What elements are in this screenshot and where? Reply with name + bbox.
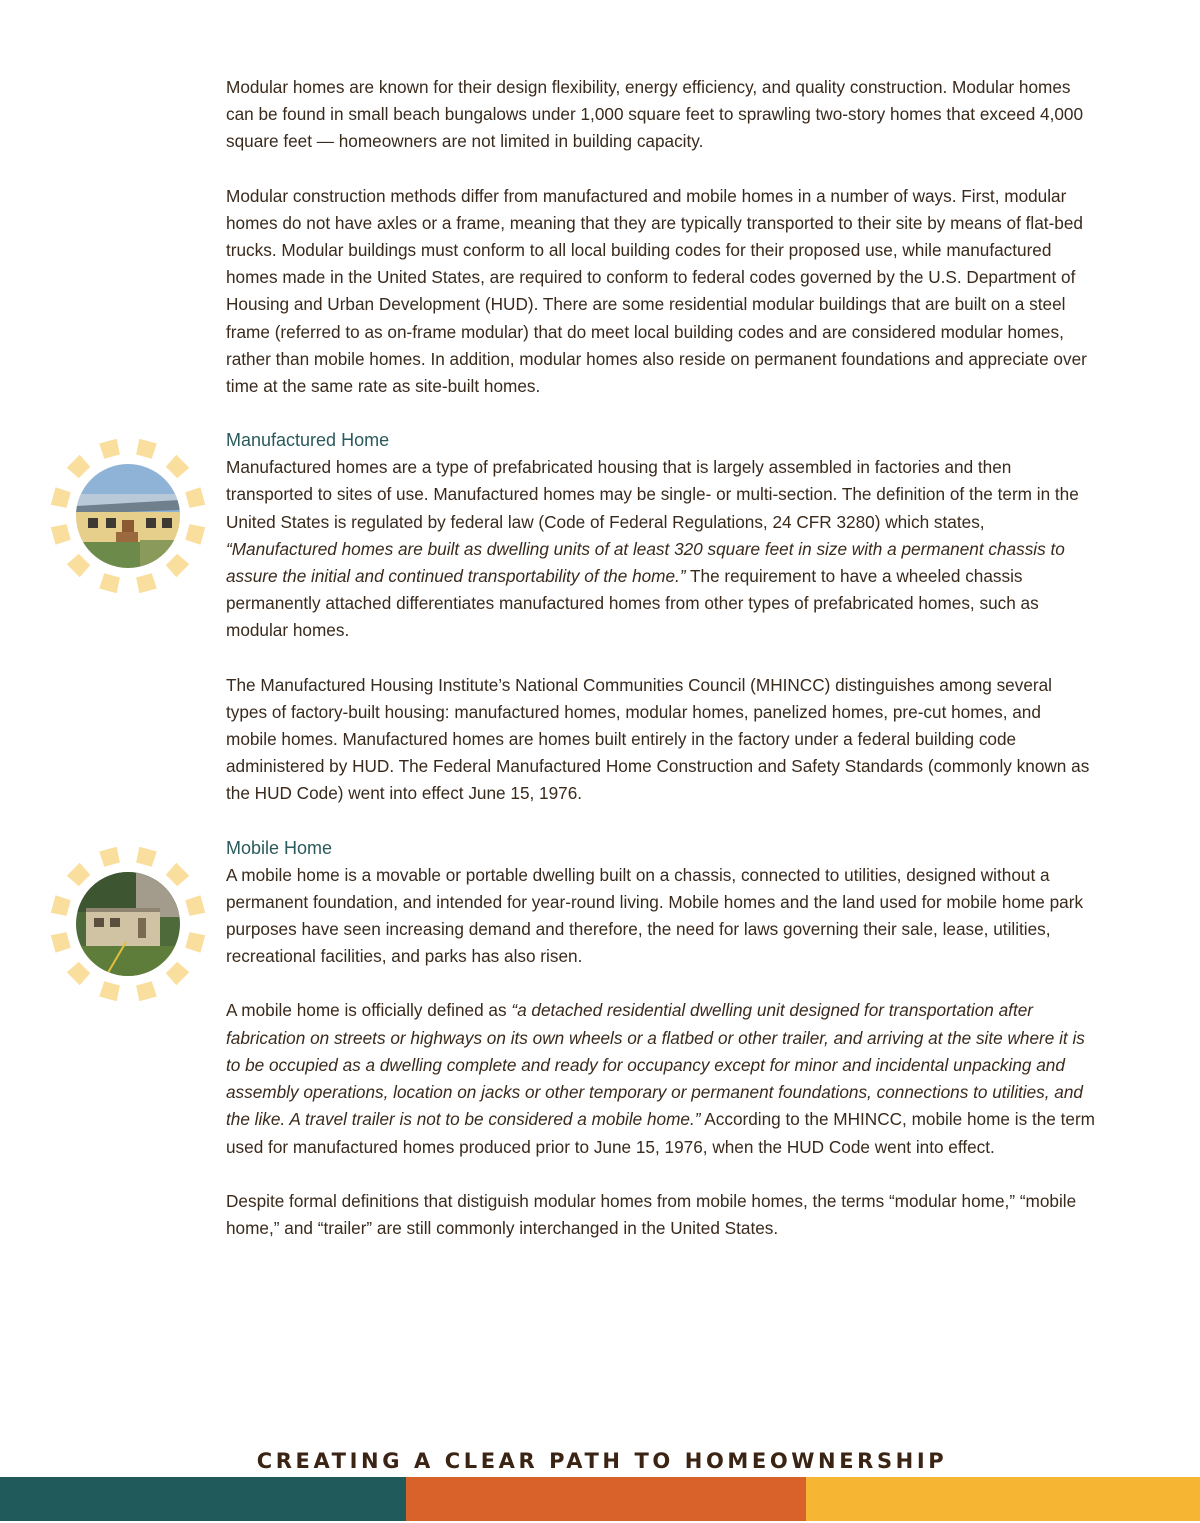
manufactured-definition-quote: “Manufactured homes are built as dwelling units of at least 320 square feet in size with a permanent chassis to assure the initial and continued transportability of the home.”: [226, 538, 1065, 587]
modular-intro-paragraph: Modular homes are known for their design flexibility, energy efficiency, and quality construction. Modular homes can be found in small beach bungalows under 1,000 square feet to sprawling two-story homes that exceed 4,000 square feet — homeowners are not limited in building capacity.: [226, 77, 1084, 152]
footer-band-teal: [0, 1477, 406, 1521]
manufactured-home-photo: [76, 464, 180, 568]
sun-ray: [99, 439, 120, 459]
mobile-definition-paragraph: [226, 997, 1096, 1160]
sun-ray: [136, 573, 157, 593]
mhincc-paragraph: The Manufactured Housing Institute’s National Communities Council (MHINCC) distinguishes among several types of factory-built housing: manufactured homes, modular homes, panelized homes, pre-cut homes, and mobile homes. Manufactured homes are homes built entirely in the factory under a federal building code administered by HUD. The Federal Manufactured Home Construction and Safety Standards (commonly known as the HUD Code) went into effect June 15, 1976.: [226, 674, 1090, 804]
mobile-home-photo-frame: [48, 844, 208, 1004]
modular-construction-paragraph: Modular construction methods differ from manufactured and mobile homes in a number of ways. First, modular homes do not have axles or a frame, meaning that they are typically transported to their site by means of flat-bed trucks. Modular buildings must conform to all local building codes for their proposed use, while manufactured homes made in the United States, are required to conform to federal codes governed by the U.S. Department of Housing and Urban Development (HUD). There are some residential modular buildings that are built on a steel frame (referred to as on-frame modular) that do meet local building codes and are considered modular homes, rather than mobile homes. In addition, modular homes also reside on permanent foundations and appreciate over time at the same rate as site-built homes.: [226, 185, 1087, 397]
sun-ray: [51, 932, 71, 953]
manufactured-home-photo-frame: [48, 436, 208, 596]
sun-ray: [51, 895, 71, 916]
sun-ray: [185, 524, 205, 545]
main-content: [226, 74, 1096, 1269]
sun-ray: [136, 439, 157, 459]
mobile-home-photo: [76, 872, 180, 976]
mobile-home-paragraph: A mobile home is a movable or portable dwelling built on a chassis, connected to utilities, designed without a permanent foundation, and intended for year-round living. Mobile homes and the land used for mobile home park purposes have seen increasing demand and therefore, the need for laws governing their sale, lease, utilities, recreational facilities, and parks has also risen.: [226, 864, 1084, 967]
sun-ray: [51, 524, 71, 545]
sun-ray: [136, 981, 157, 1001]
sun-ray: [99, 847, 120, 867]
manufactured-definition-paragraph: [226, 454, 1096, 644]
sun-ray: [136, 847, 157, 867]
sun-ray: [185, 487, 205, 508]
terms-paragraph: Despite formal definitions that distiguish modular homes from mobile homes, the terms “modular home,” “mobile home,” and “trailer” are still commonly interchanged in the United States.: [226, 1190, 1077, 1238]
sun-ray: [99, 981, 120, 1001]
mobile-home-heading: Mobile Home: [226, 837, 333, 858]
manufactured-home-heading: Manufactured Home: [226, 430, 390, 451]
footer-title: CREATING A CLEAR PATH TO HOMEOWNERSHIP: [256, 1449, 948, 1473]
sun-ray: [185, 895, 205, 916]
mobile-definition-text: A mobile home is officially defined as: [226, 1000, 512, 1021]
manufactured-definition-text: Manufactured homes are a type of prefabricated housing that is largely assembled in factories and then transported to sites of use. Manufactured homes may be single- or multi-section. The definition of the term in the United States is regulated by federal law (Code of Federal Regulations, 24 CFR 3280) which states,: [226, 457, 1079, 532]
footer-band-orange: [406, 1477, 806, 1521]
mobile-definition-quote: “a detached residential dwelling unit designed for transportation after fabrication on streets or highways on its own wheels or a flatbed or other trailer, and arriving at the site where it is to be occupied as a dwelling complete and ready for occupancy except for minor and incidental unpacking and assembly operations, location on jacks or other temporary or permanent foundations, connections to utilities, and the like. A travel trailer is not to be considered a mobile home.”: [226, 1000, 1085, 1130]
sun-ray: [185, 932, 205, 953]
manufactured-definition-text-end: The requirement to have a wheeled chassis permanently attached differentiates manufactured homes from other types of prefabricated homes, such as modular homes.: [226, 566, 1039, 641]
sun-ray: [51, 487, 71, 508]
footer-band-yellow: [806, 1477, 1200, 1521]
mobile-definition-text-end: According to the MHINCC, mobile home is the term used for manufactured homes produced prior to June 15, 1976, when the HUD Code went into effect.: [226, 1109, 1095, 1157]
sun-ray: [99, 573, 120, 593]
